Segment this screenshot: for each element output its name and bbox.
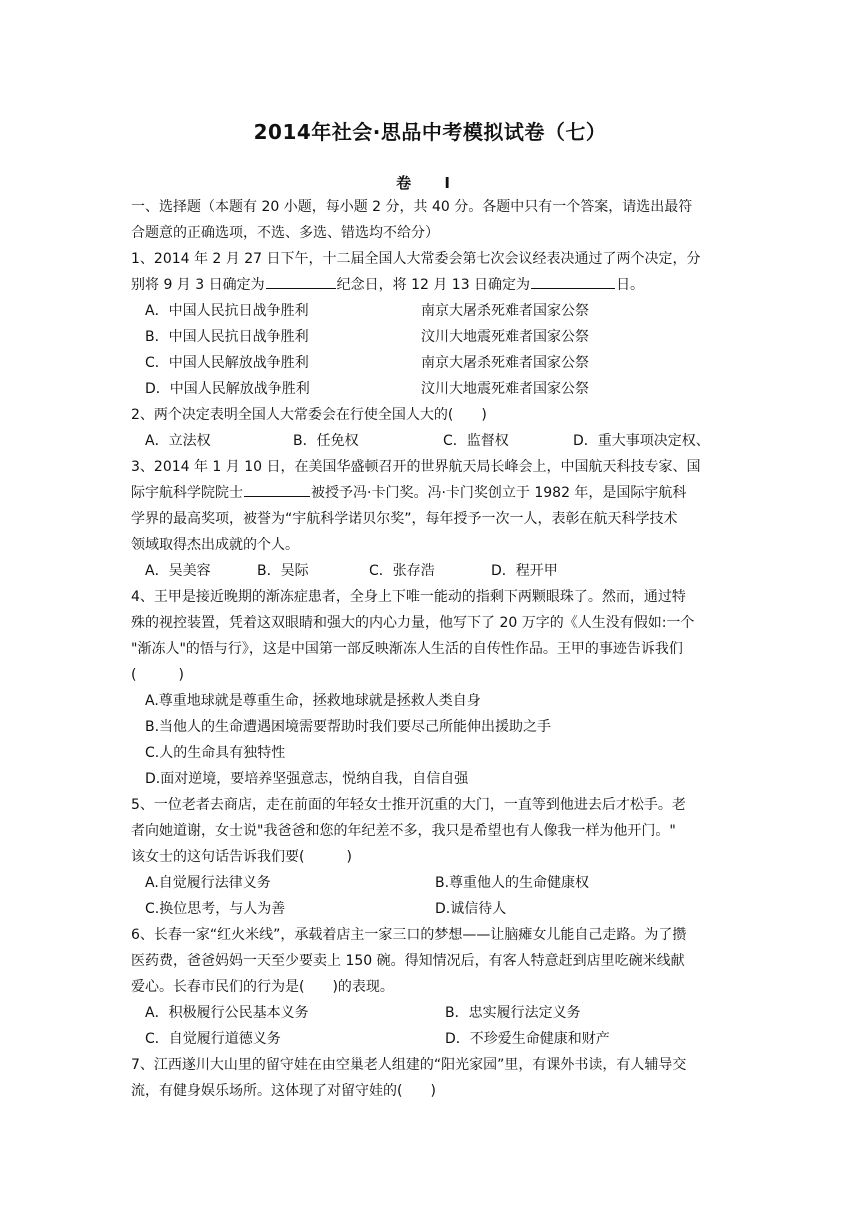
question-3-stem-cont (131, 480, 731, 506)
q1-option-b: 汶川大地震死难者国家公祭 (421, 381, 589, 397)
instructions-line: 一、选择题（本题有 20 小题，每小题 2 分，共 40 分。各题中只有一个答案，请选出最符 (131, 199, 693, 215)
answer-blank (266, 274, 336, 289)
question-5-stem-cont: 该女士的这句话告诉我们要( ) (131, 849, 352, 865)
q1-option-a: D．中国人民解放战争胜利 (145, 381, 310, 397)
q5-option: A.自觉履行法律义务 (145, 875, 271, 891)
q6-option-row (131, 1000, 731, 1026)
q3-text: 被授予冯·卡门奖。冯·卡门奖创立于 1982 年，是国际宇航科 (311, 485, 687, 501)
q3-option: B．吴际 (257, 563, 309, 579)
q1-text: 纪念日，将 12 月 13 日确定为 (336, 277, 531, 293)
q6-option: C．自觉履行道德义务 (145, 1031, 281, 1047)
q5-option: D.诚信待人 (435, 901, 507, 917)
q6-option: A．积极履行公民基本义务 (145, 1005, 309, 1021)
q2-option: C．监督权 (443, 433, 509, 449)
question-7-stem-cont: 流，有健身娱乐场所。这体现了对留守娃的( ) (131, 1083, 436, 1099)
question-1-stem-cont (131, 272, 731, 298)
question-4-stem-cont: "渐冻人"的悟与行》，这是中国第一部反映渐冻人生活的自传性作品。王甲的事迹告诉我们 (131, 641, 683, 657)
q2-option: D．重大事项决定权、 (573, 433, 710, 449)
question-7-stem: 7、江西遂川大山里的留守娃在由空巢老人组建的“阳光家园”里，有课外书读，有人辅导交 (131, 1057, 687, 1073)
question-4-stem-cont: ( ) (131, 667, 184, 683)
question-2-stem: 2、两个决定表明全国人大常委会在行使全国人大的( ) (131, 407, 487, 423)
q2-option: B．任免权 (293, 433, 359, 449)
q5-option: C.换位思考，与人为善 (145, 901, 286, 917)
q1-option (131, 298, 731, 324)
question-4-stem-cont: 殊的视控装置，凭着这双眼睛和强大的内心力量，他写下了 20 万字的《人生没有假如:一个 (131, 615, 695, 631)
q4-option: D.面对逆境，要培养坚强意志，悦纳自我，自信自强 (145, 771, 469, 787)
question-3-stem: 3、2014 年 1 月 10 日，在美国华盛顿召开的世界航天局长峰会上，中国航天科技专家、国 (131, 459, 701, 475)
q3-option: D．程开甲 (491, 563, 558, 579)
instructions-line: 合题意的正确选项，不选、多选、错选均不给分） (131, 225, 439, 241)
q1-option-a: C．中国人民解放战争胜利 (145, 355, 309, 371)
question-5-stem-cont: 者向她道谢，女士说"我爸爸和您的年纪差不多，我只是希望也有人像我一样为他开门。" (131, 823, 676, 839)
q1-option (131, 324, 731, 350)
question-4-stem: 4、王甲是接近晚期的渐冻症患者，全身上下唯一能动的指剩下两颗眼珠了。然而，通过特 (131, 589, 686, 605)
question-3-stem-cont: 领域取得杰出成就的个人。 (131, 537, 299, 553)
answer-blank (531, 274, 615, 289)
q6-option-row (131, 1026, 731, 1052)
question-5-stem: 5、一位老者去商店，走在前面的年轻女士推开沉重的大门，一直等到他进去后才松手。老 (131, 797, 686, 813)
q3-option: A．吴美容 (145, 563, 211, 579)
q1-option-b: 汶川大地震死难者国家公祭 (421, 329, 589, 345)
q3-text: 际宇航科学院院士 (131, 485, 243, 501)
q4-option: B.当他人的生命遭遇困境需要帮助时我们要尽己所能伸出援助之手 (145, 719, 552, 735)
exam-content (131, 194, 731, 1104)
q1-option (131, 376, 731, 402)
question-3-stem-cont: 学界的最高奖项，被誉为“宇航科学诺贝尔奖”，每年授予一次一人，表彰在航天科学技术 (131, 511, 678, 527)
q4-option: A.尊重地球就是尊重生命，拯救地球就是拯救人类自身 (145, 693, 481, 709)
section-heading: 卷 Ⅰ (396, 174, 464, 192)
q1-text: 别将 9 月 3 日确定为 (131, 277, 265, 293)
q4-option: C.人的生命具有独特性 (145, 745, 286, 761)
q5-option-row (131, 870, 731, 896)
question-6-stem-cont: 医药费，爸爸妈妈一天至少要卖上 150 碗。得知情况后，有客人特意赶到店里吃碗米线献 (131, 953, 685, 969)
exam-title: 2014年社会·思品中考模拟试卷（七） (253, 120, 607, 144)
question-6-stem: 6、长春一家“红火米线”，承载着店主一家三口的梦想——让脑瘫女儿能自己走路。为了攒 (131, 927, 687, 943)
question-6-stem-cont: 爱心。长春市民们的行为是( )的表现。 (131, 979, 394, 995)
q1-text: 日。 (616, 277, 645, 293)
q2-option: A．立法权 (145, 433, 211, 449)
q3-option: C．张存浩 (369, 563, 435, 579)
q3-options (131, 558, 731, 584)
q2-options (131, 428, 731, 454)
q1-option-a: A．中国人民抗日战争胜利 (145, 303, 309, 319)
q5-option-row (131, 896, 731, 922)
q1-option-b: 南京大屠杀死难者国家公祭 (421, 303, 589, 319)
question-1-stem: 1、2014 年 2 月 27 日下午，十二届全国人大常委会第七次会议经表决通过了两个决定，分 (131, 251, 701, 267)
q1-option-b: 南京大屠杀死难者国家公祭 (421, 355, 589, 371)
q5-option: B.尊重他人的生命健康权 (435, 875, 590, 891)
q6-option: D．不珍爱生命健康和财产 (445, 1031, 610, 1047)
q1-option-a: B．中国人民抗日战争胜利 (145, 329, 309, 345)
q6-option: B．忠实履行法定义务 (445, 1005, 581, 1021)
q1-option (131, 350, 731, 376)
answer-blank (244, 482, 310, 497)
